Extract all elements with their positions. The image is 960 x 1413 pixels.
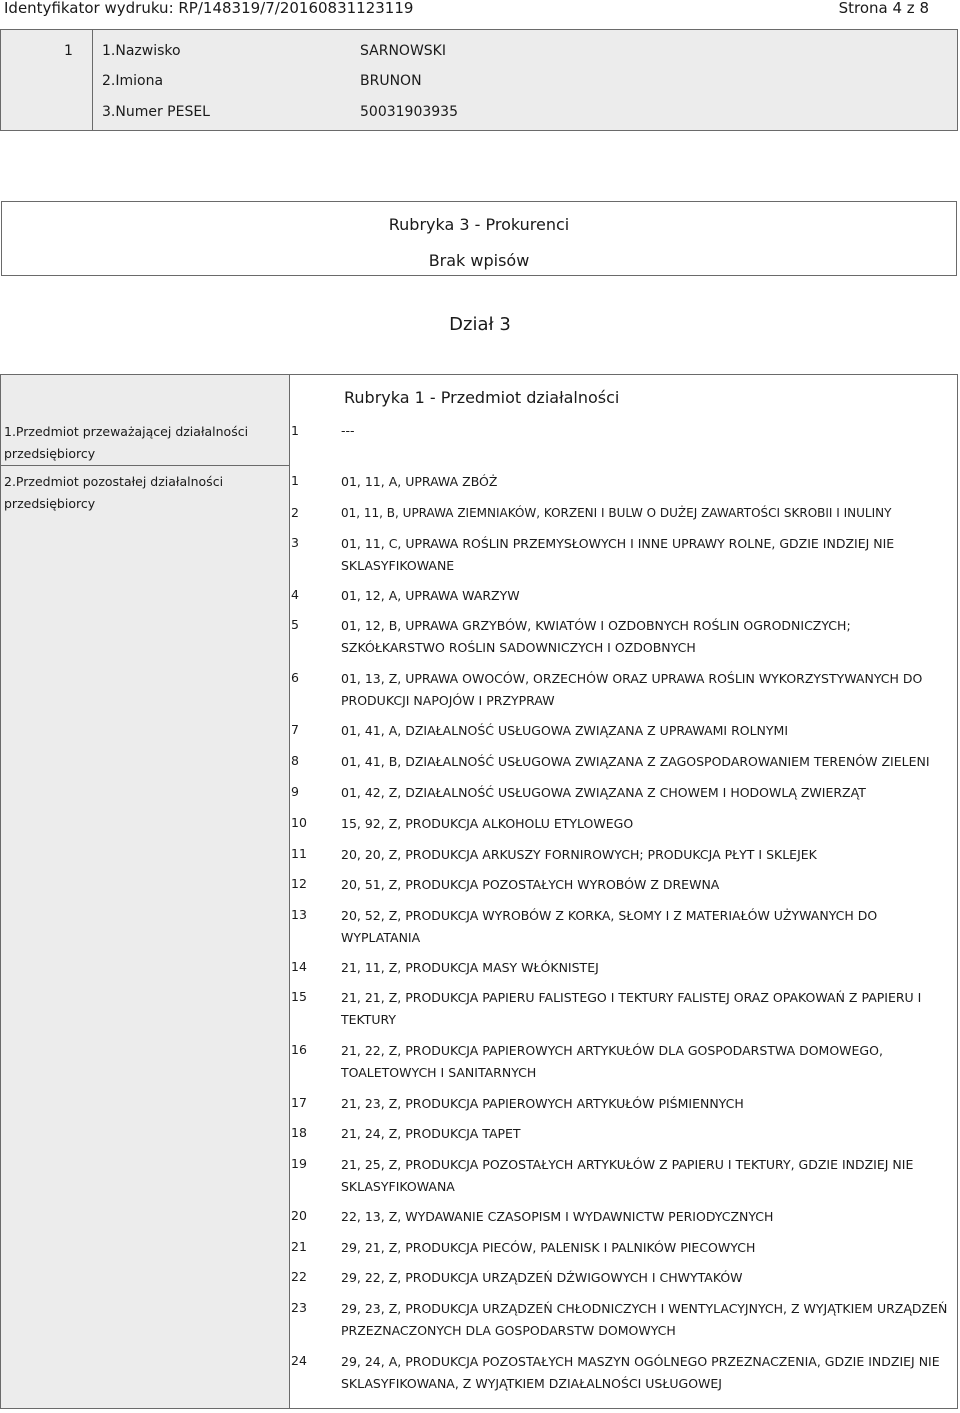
activity-text: 15, 92, Z, PRODUKCJA ALKOHOLU ETYLOWEGO: [341, 816, 634, 831]
activity-text: 29, 21, Z, PRODUKCJA PIECÓW, PALENISK I PALNIKÓW PIECOWYCH: [341, 1240, 756, 1255]
rubryka-3-status: Brak wpisów: [428, 251, 530, 270]
activity-number: 12: [291, 876, 307, 891]
field-label-nazwisko: 1.Nazwisko: [102, 43, 181, 59]
activity-number: 13: [291, 907, 307, 922]
activity-text: 29, 22, Z, PRODUKCJA URZĄDZEŃ DŹWIGOWYCH I CHWYTAKÓW: [341, 1270, 743, 1285]
activity-text: 01, 41, B, DZIAŁALNOŚĆ USŁUGOWA ZWIĄZANA Z ZAGOSPODAROWANIEM TERENÓW ZIELENI: [341, 754, 930, 769]
activity-number: 1: [291, 473, 299, 488]
activity-text: 20, 20, Z, PRODUKCJA ARKUSZY FORNIROWYCH; PRODUKCJA PŁYT I SKLEJEK: [341, 847, 817, 862]
activity-number: 23: [291, 1300, 307, 1315]
activity-text: 01, 12, B, UPRAWA GRZYBÓW, KWIATÓW I OZDOBNYCH ROŚLIN OGRODNICZYCH; SZKÓŁKARSTWO ROŚLIN SADOWNICZYCH I OZDOBNYCH: [341, 618, 851, 655]
activity-text: 21, 23, Z, PRODUKCJA PAPIEROWYCH ARTYKUŁÓW PIŚMIENNYCH: [341, 1096, 744, 1111]
activity-number: 11: [291, 846, 307, 861]
activity-text: 21, 24, Z, PRODUKCJA TAPET: [341, 1126, 521, 1141]
activity-number: 18: [291, 1125, 307, 1140]
activity-number: 9: [291, 784, 299, 799]
person-number: 1: [64, 43, 73, 59]
activity-text: 01, 11, C, UPRAWA ROŚLIN PRZEMYSŁOWYCH I INNE UPRAWY ROLNE, GDZIE INDZIEJ NIE SKLASYFIKOWANE: [341, 536, 895, 573]
activity-text: 20, 51, Z, PRODUKCJA POZOSTAŁYCH WYROBÓW Z DREWNA: [341, 877, 720, 892]
activity-number: 22: [291, 1269, 307, 1284]
activity-number: 10: [291, 815, 307, 830]
activity-number: 19: [291, 1156, 307, 1171]
activity-number: 21: [291, 1239, 307, 1254]
activity-number: 5: [291, 617, 299, 632]
field-value-nazwisko: SARNOWSKI: [360, 43, 446, 59]
activity-text: 20, 52, Z, PRODUKCJA WYROBÓW Z KORKA, SŁOMY I Z MATERIAŁÓW UŻYWANYCH DO WYPLATANIA: [341, 908, 878, 945]
field-label-pesel: 3.Numer PESEL: [102, 104, 210, 120]
activity-number: 4: [291, 587, 299, 602]
activity-text: 01, 11, B, UPRAWA ZIEMNIAKÓW, KORZENI I BULW O DUŻEJ ZAWARTOŚCI SKROBII I INULINY: [341, 506, 892, 520]
activity-number: 8: [291, 753, 299, 768]
activity-number: 14: [291, 959, 307, 974]
activity-number: 3: [291, 535, 299, 550]
activity-text: 29, 24, A, PRODUKCJA POZOSTAŁYCH MASZYN OGÓLNEGO PRZEZNACZENIA, GDZIE INDZIEJ NIE SKLASYFIKOWANA, Z WYJĄTKIEM DZIAŁALNOŚCI USŁUGOWEJ: [341, 1354, 940, 1391]
activity-text: 01, 13, Z, UPRAWA OWOCÓW, ORZECHÓW ORAZ UPRAWA ROŚLIN WYKORZYSTYWANYCH DO PRODUKCJI NAPOJÓW I PRZYPRAW: [341, 671, 923, 708]
activity-number: 20: [291, 1208, 307, 1223]
activity-text: 01, 42, Z, DZIAŁALNOŚĆ USŁUGOWA ZWIĄZANA Z CHOWEM I HODOWLĄ ZWIERZĄT: [341, 785, 866, 800]
activity-text: 22, 13, Z, WYDAWANIE CZASOPISM I WYDAWNICTW PERIODYCZNYCH: [341, 1209, 774, 1224]
activity-text: 01, 41, A, DZIAŁALNOŚĆ USŁUGOWA ZWIĄZANA Z UPRAWAMI ROLNYMI: [341, 723, 789, 738]
activity-number: 24: [291, 1353, 307, 1368]
activity-text: 21, 25, Z, PRODUKCJA POZOSTAŁYCH ARTYKUŁÓW Z PAPIERU I TEKTURY, GDZIE INDZIEJ NIE SKLASYFIKOWANA: [341, 1157, 914, 1194]
activity-text: 21, 11, Z, PRODUKCJA MASY WŁÓKNISTEJ: [341, 960, 599, 975]
field-label-imiona: 2.Imiona: [102, 73, 164, 89]
main-activity-label-1: 1.Przedmiot przeważającej działalności: [4, 424, 249, 439]
other-activity-label-1: 2.Przedmiot pozostałej działalności: [4, 474, 224, 489]
rubryka-3-title: Rubryka 3 - Prokurenci: [388, 215, 570, 234]
section-title: Dział 3: [449, 314, 511, 335]
field-value-imiona: BRUNON: [360, 73, 422, 89]
main-activity-label-2: przedsiębiorcy: [4, 446, 96, 461]
field-value-pesel: 50031903935: [360, 104, 458, 120]
activity-text: 01, 11, A, UPRAWA ZBÓŻ: [341, 474, 498, 489]
activity-text: 29, 23, Z, PRODUKCJA URZĄDZEŃ CHŁODNICZYCH I WENTYLACYJNYCH, Z WYJĄTKIEM URZĄDZEŃ PRZEZNACZONYCH DLA GOSPODARSTW DOMOWYCH: [341, 1301, 948, 1338]
column-divider: [289, 374, 290, 1409]
activity-number: 16: [291, 1042, 307, 1057]
activity-text: 21, 21, Z, PRODUKCJA PAPIERU FALISTEGO I TEKTURY FALISTEJ ORAZ OPAKOWAŃ Z PAPIERU I TEKTURY: [341, 990, 922, 1027]
print-identifier: Identyfikator wydruku: RP/148319/7/20160831123119: [4, 0, 414, 17]
activity-text: 21, 22, Z, PRODUKCJA PAPIEROWYCH ARTYKUŁÓW DLA GOSPODARSTWA DOMOWEGO, TOALETOWYCH I SANITARNYCH: [341, 1043, 883, 1080]
page-number: Strona 4 z 8: [838, 0, 929, 17]
rubryka-1-title: Rubryka 1 - Przedmiot działalności: [344, 388, 620, 407]
label-column: [0, 374, 289, 1409]
activity-number: 6: [291, 670, 299, 685]
activity-number: 15: [291, 989, 307, 1004]
activity-number: 7: [291, 722, 299, 737]
activity-number: 17: [291, 1095, 307, 1110]
activity-number: 2: [291, 505, 299, 520]
activity-text: 01, 12, A, UPRAWA WARZYW: [341, 588, 520, 603]
divider: [92, 29, 93, 131]
other-activity-label-2: przedsiębiorcy: [4, 496, 96, 511]
divider: [0, 465, 289, 466]
main-activity-number: 1: [291, 423, 299, 438]
main-activity-value: ---: [341, 423, 355, 438]
